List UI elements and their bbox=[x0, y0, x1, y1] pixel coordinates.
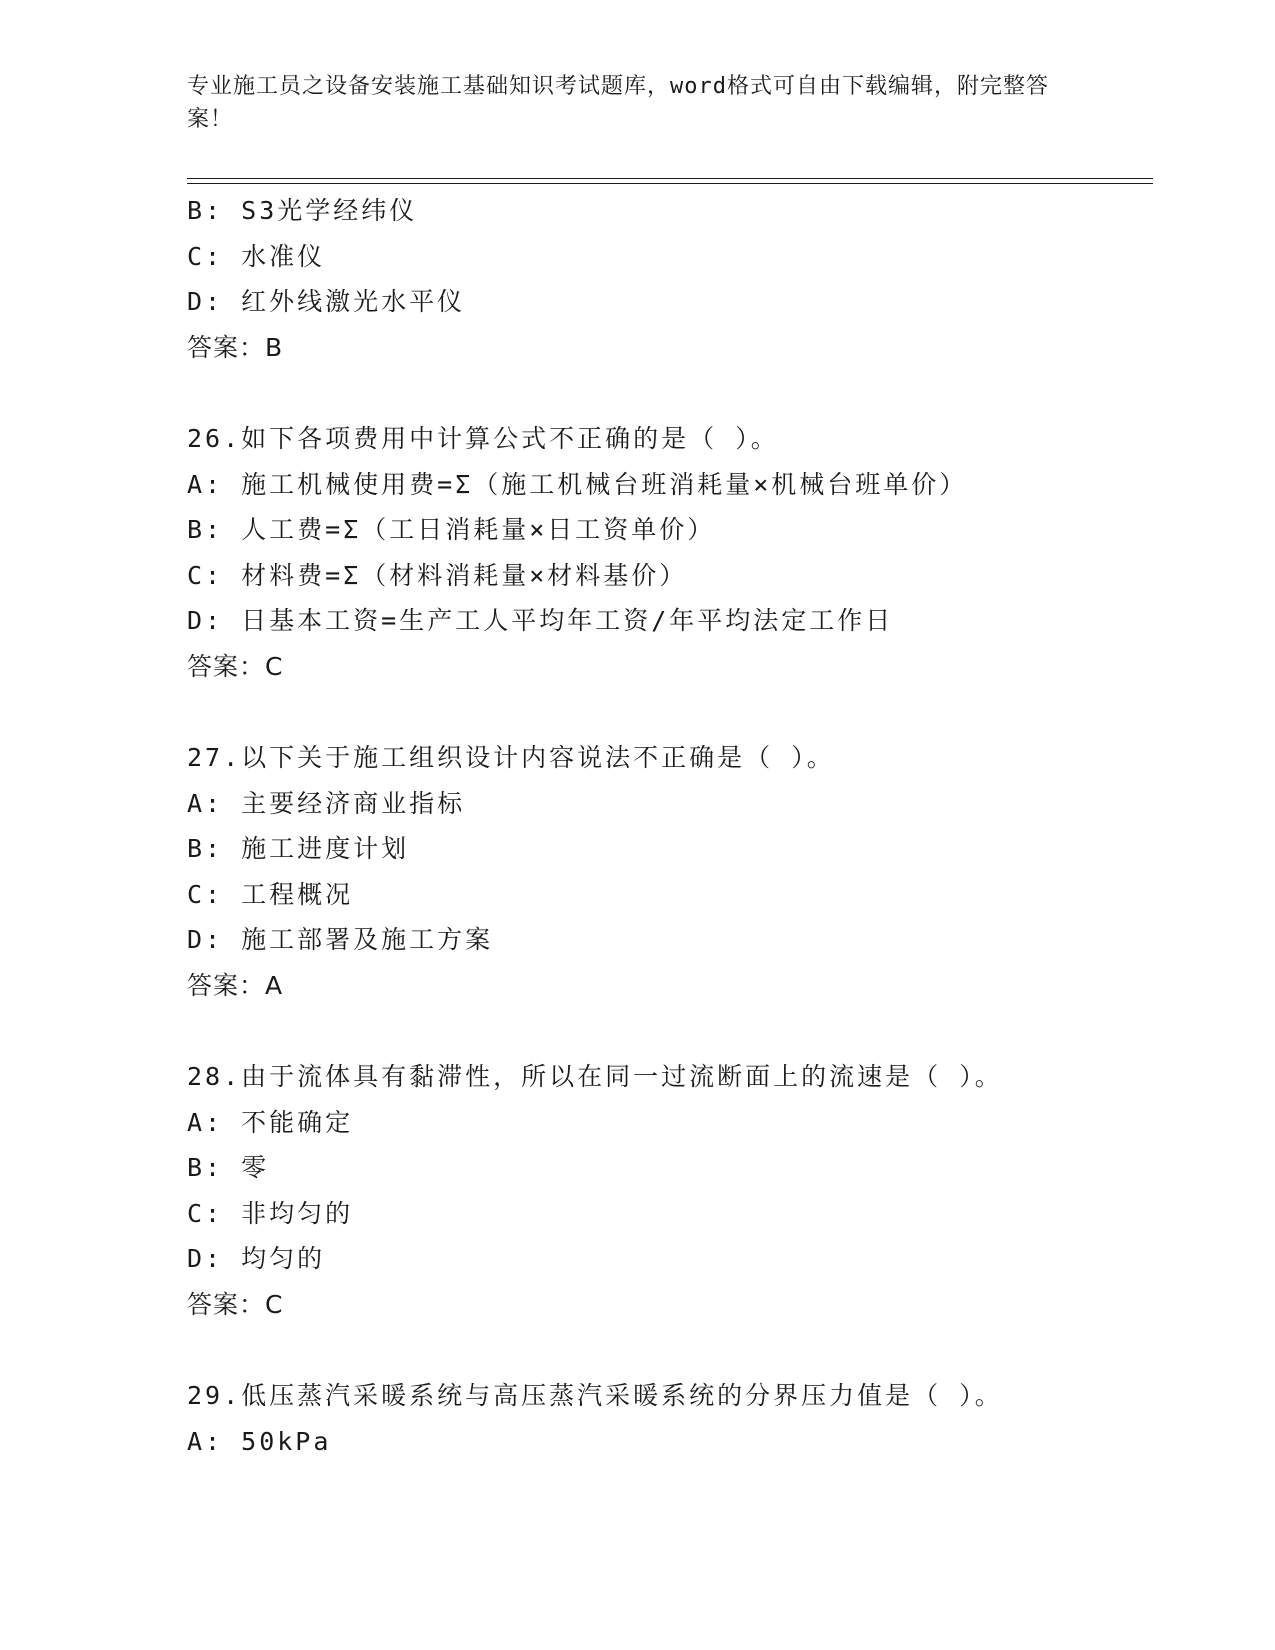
option-a: A: 不能确定 bbox=[187, 1107, 354, 1137]
question-stem: 26.如下各项费用中计算公式不正确的是（ ）。 bbox=[187, 424, 779, 453]
question-25-partial bbox=[187, 188, 1153, 370]
header-rule-bottom bbox=[187, 183, 1153, 184]
document-header: 专业施工员之设备安装施工基础知识考试题库，word格式可自由下载编辑，附完整答案！ bbox=[187, 74, 1049, 132]
question-26 bbox=[187, 416, 1153, 689]
answer-line: 答案：B bbox=[187, 332, 284, 362]
option-b: B: S3光学经纬仪 bbox=[187, 196, 418, 225]
question-list bbox=[187, 188, 1153, 1464]
option-d: D: 均匀的 bbox=[187, 1244, 326, 1273]
question-29 bbox=[187, 1373, 1153, 1464]
option-c: C: 材料费=Σ（材料消耗量×材料基价） bbox=[187, 560, 688, 590]
option-d: D: 红外线激光水平仪 bbox=[187, 287, 466, 316]
option-d: D: 日基本工资=生产工人平均年工资/年平均法定工作日 bbox=[187, 606, 894, 635]
option-a: A: 50kPa bbox=[187, 1426, 332, 1456]
option-b: B: 施工进度计划 bbox=[187, 834, 410, 863]
answer-line: 答案：C bbox=[187, 651, 284, 681]
option-c: C: 水准仪 bbox=[187, 241, 326, 271]
header-rule-top bbox=[187, 178, 1153, 179]
answer-line: 答案：A bbox=[187, 970, 284, 1000]
option-a: A: 主要经济商业指标 bbox=[187, 788, 466, 818]
answer-line: 答案：C bbox=[187, 1289, 284, 1319]
option-b: B: 人工费=Σ（工日消耗量×日工资单价） bbox=[187, 515, 716, 544]
option-b: B: 零 bbox=[187, 1153, 270, 1182]
option-d: D: 施工部署及施工方案 bbox=[187, 925, 494, 954]
option-c: C: 工程概况 bbox=[187, 879, 354, 909]
question-27 bbox=[187, 735, 1153, 1008]
question-stem: 28.由于流体具有黏滞性，所以在同一过流断面上的流速是（ ）。 bbox=[187, 1062, 1003, 1091]
question-28 bbox=[187, 1054, 1153, 1327]
option-c: C: 非均匀的 bbox=[187, 1198, 354, 1228]
option-a: A: 施工机械使用费=Σ（施工机械台班消耗量×机械台班单价） bbox=[187, 469, 968, 499]
question-stem: 29.低压蒸汽采暖系统与高压蒸汽采暖系统的分界压力值是（ ）。 bbox=[187, 1381, 1003, 1410]
question-stem: 27.以下关于施工组织设计内容说法不正确是（ ）。 bbox=[187, 743, 835, 772]
